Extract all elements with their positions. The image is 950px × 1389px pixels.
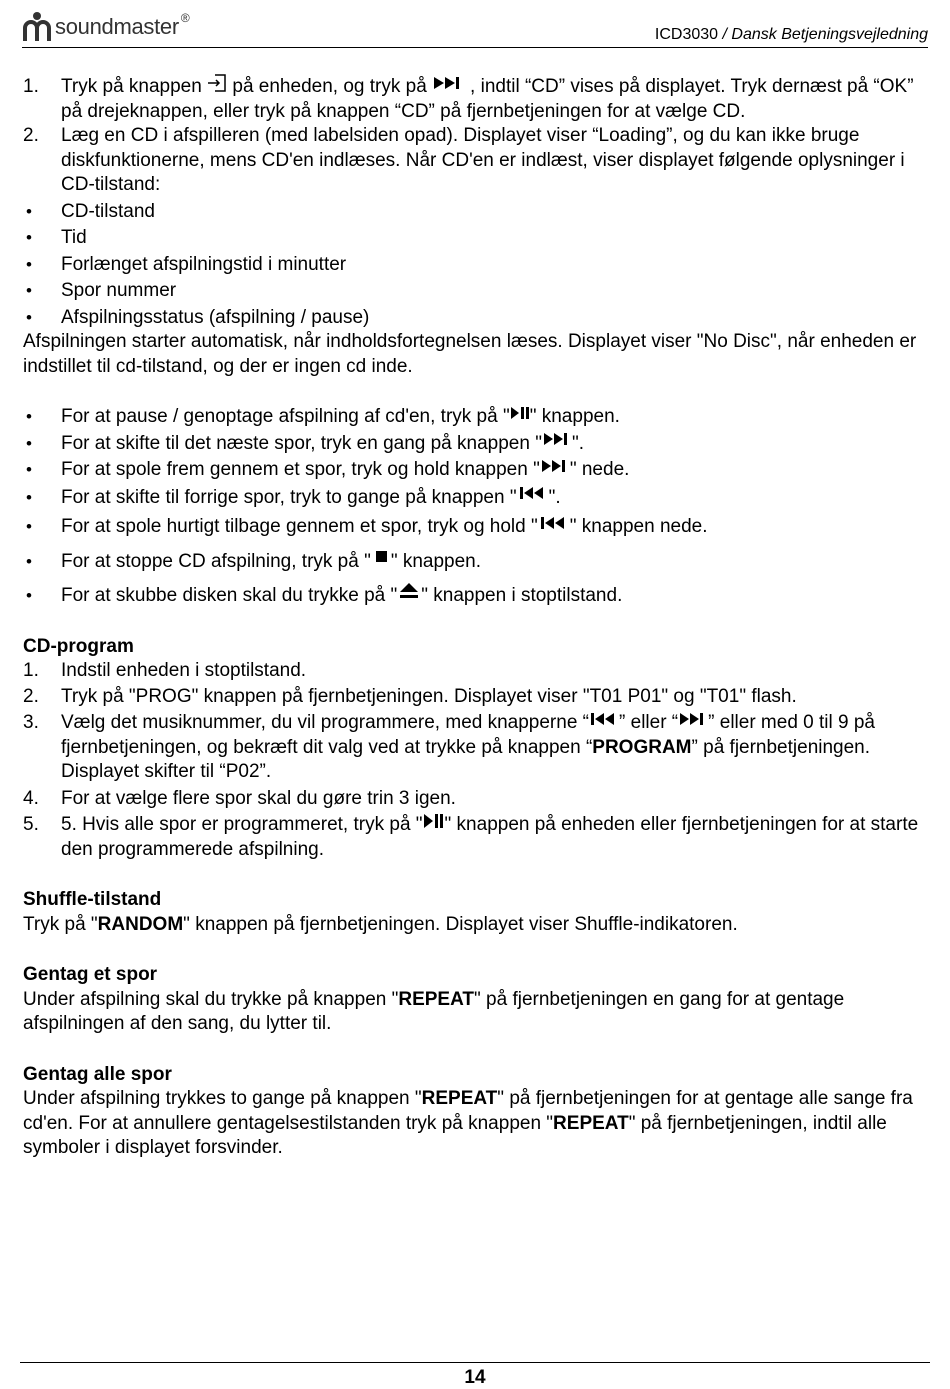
- program-step: 3. Vælg det musiknummer, du vil programmere, med knapperne “ ” eller “ ” eller med 0 til 9 på fjernbetjeningen, og bekræft dit valg ved at trykke på knappen “PROGRAM” på fjernbetjeningen. Displayet skifter til “P02”.: [23, 712, 875, 782]
- step-text: på enheden, og tryk på: [227, 76, 433, 97]
- skip-next-icon: [678, 712, 708, 726]
- play-pause-icon: [423, 813, 445, 829]
- page-content: [23, 75, 928, 1161]
- step-text: Læg en CD i afspilleren (med labelsiden opad). Displayet viser “Loading”, og du kan ikke bruge diskfunktionerne, mens CD'en indlæses. Når CD'en er indlæst, viser displayet følgende oplysninger i CD-tilstand:: [61, 125, 905, 195]
- registered-mark: ®: [180, 11, 190, 25]
- program-step: 5. 5. Hvis alle spor er programmeret, tryk på " " knappen på enheden eller fjernbetjeningen for at starte den programmerede afspilning.: [23, 814, 919, 860]
- shuffle-paragraph: Tryk på "RANDOM" knappen på fjernbetjeningen. Displayet viser Shuffle-indikatoren.: [23, 913, 738, 935]
- page-number: 14: [464, 1367, 486, 1388]
- document-reference: [655, 26, 928, 44]
- list-item: • Spor nummer: [26, 280, 177, 301]
- stop-icon: [371, 550, 391, 564]
- list-item: • Afspilningsstatus (afspilning / pause): [26, 306, 370, 328]
- intro-step: [23, 75, 928, 124]
- step-text: , indtil “CD” vises på displayet. Tryk dernæst på “OK” på drejeknappen, eller tryk på knappen “CD” på fjernbetjeningen for at vælge CD.: [61, 76, 914, 122]
- program-step: 4. For at vælge flere spor skal du gøre trin 3 igen.: [23, 787, 456, 809]
- brand-name: soundmaster: [55, 14, 179, 39]
- list-item: • CD-tilstand: [26, 200, 155, 222]
- step-number: 2.: [23, 125, 39, 146]
- control-item: • For at pause / genoptage afspilning af cd'en, tryk på " " knappen.: [26, 406, 620, 427]
- eject-icon: [397, 582, 421, 602]
- program-step: 2. Tryk på "PROG" knappen på fjernbetjeningen. Displayet viser "T01 P01" og "T01" flash.: [23, 685, 797, 707]
- list-item: • Tid: [26, 227, 87, 248]
- skip-next-icon: [432, 75, 470, 91]
- model-number: ICD3030: [654, 26, 719, 43]
- skip-previous-icon: [589, 712, 619, 726]
- repeat-all-paragraph: Under afspilning trykkes to gange på knappen "REPEAT" på fjernbetjeningen for at gentage alle sange fra cd'en. For at annullere gentagelsestilstanden tryk på knappen "REPEAT" på fjernbetjeningen, indtil alle symboler i displayet forsvinder.: [23, 1088, 913, 1158]
- intro-step: [23, 124, 928, 198]
- control-item: • For at skubbe disken skal du trykke på " " knappen i stoptilstand.: [23, 584, 928, 609]
- skip-previous-icon: [517, 486, 549, 500]
- control-item: • For at spole frem gennem et spor, tryk og hold knappen " " nede.: [26, 459, 630, 480]
- list-item: • Forlænget afspilningstid i minutter: [26, 253, 347, 275]
- repeat-one-paragraph: Under afspilning skal du trykke på knappen "REPEAT" på fjernbetjeningen en gang for at gentage afspilningen af den sang, du lytter til.: [23, 988, 845, 1034]
- document-title: Dansk Betjeningsvejledning: [731, 26, 928, 43]
- control-item: • For at skifte til det næste spor, tryk en gang på knappen " ".: [26, 432, 584, 454]
- control-item: • For at spole hurtigt tilbage gennem et spor, tryk og hold " " knappen nede.: [26, 516, 708, 537]
- section-heading: Gentag alle spor: [23, 1063, 172, 1085]
- control-item: • For at skifte til forrige spor, tryk to gange på knappen " ".: [26, 486, 561, 508]
- brand-logo: [22, 10, 190, 44]
- control-item: • For at stoppe CD afspilning, tryk på " " knappen.: [26, 550, 482, 572]
- program-step: 1. Indstil enheden i stoptilstand.: [23, 660, 307, 681]
- step-number: 1.: [23, 76, 39, 97]
- soundmaster-logo-icon: [22, 11, 52, 43]
- skip-next-icon: [542, 432, 572, 446]
- autoplay-paragraph: Afspilningen starter automatisk, når indholdsfortegnelsen læses. Displayet viser "No Disc", når enheden er indstillet til cd-tilstand, og der er ingen cd inde.: [23, 331, 917, 377]
- header-divider: [22, 47, 928, 48]
- footer-divider: [20, 1362, 930, 1363]
- step-text: Tryk på knappen: [61, 76, 208, 97]
- separator: /: [718, 26, 732, 43]
- play-pause-icon: [510, 406, 530, 420]
- skip-previous-icon: [538, 516, 570, 530]
- section-heading: Shuffle-tilstand: [23, 889, 162, 910]
- skip-next-icon: [540, 459, 570, 473]
- input-source-icon: [207, 74, 227, 92]
- section-heading: Gentag et spor: [23, 964, 158, 985]
- section-heading: CD-program: [23, 635, 134, 657]
